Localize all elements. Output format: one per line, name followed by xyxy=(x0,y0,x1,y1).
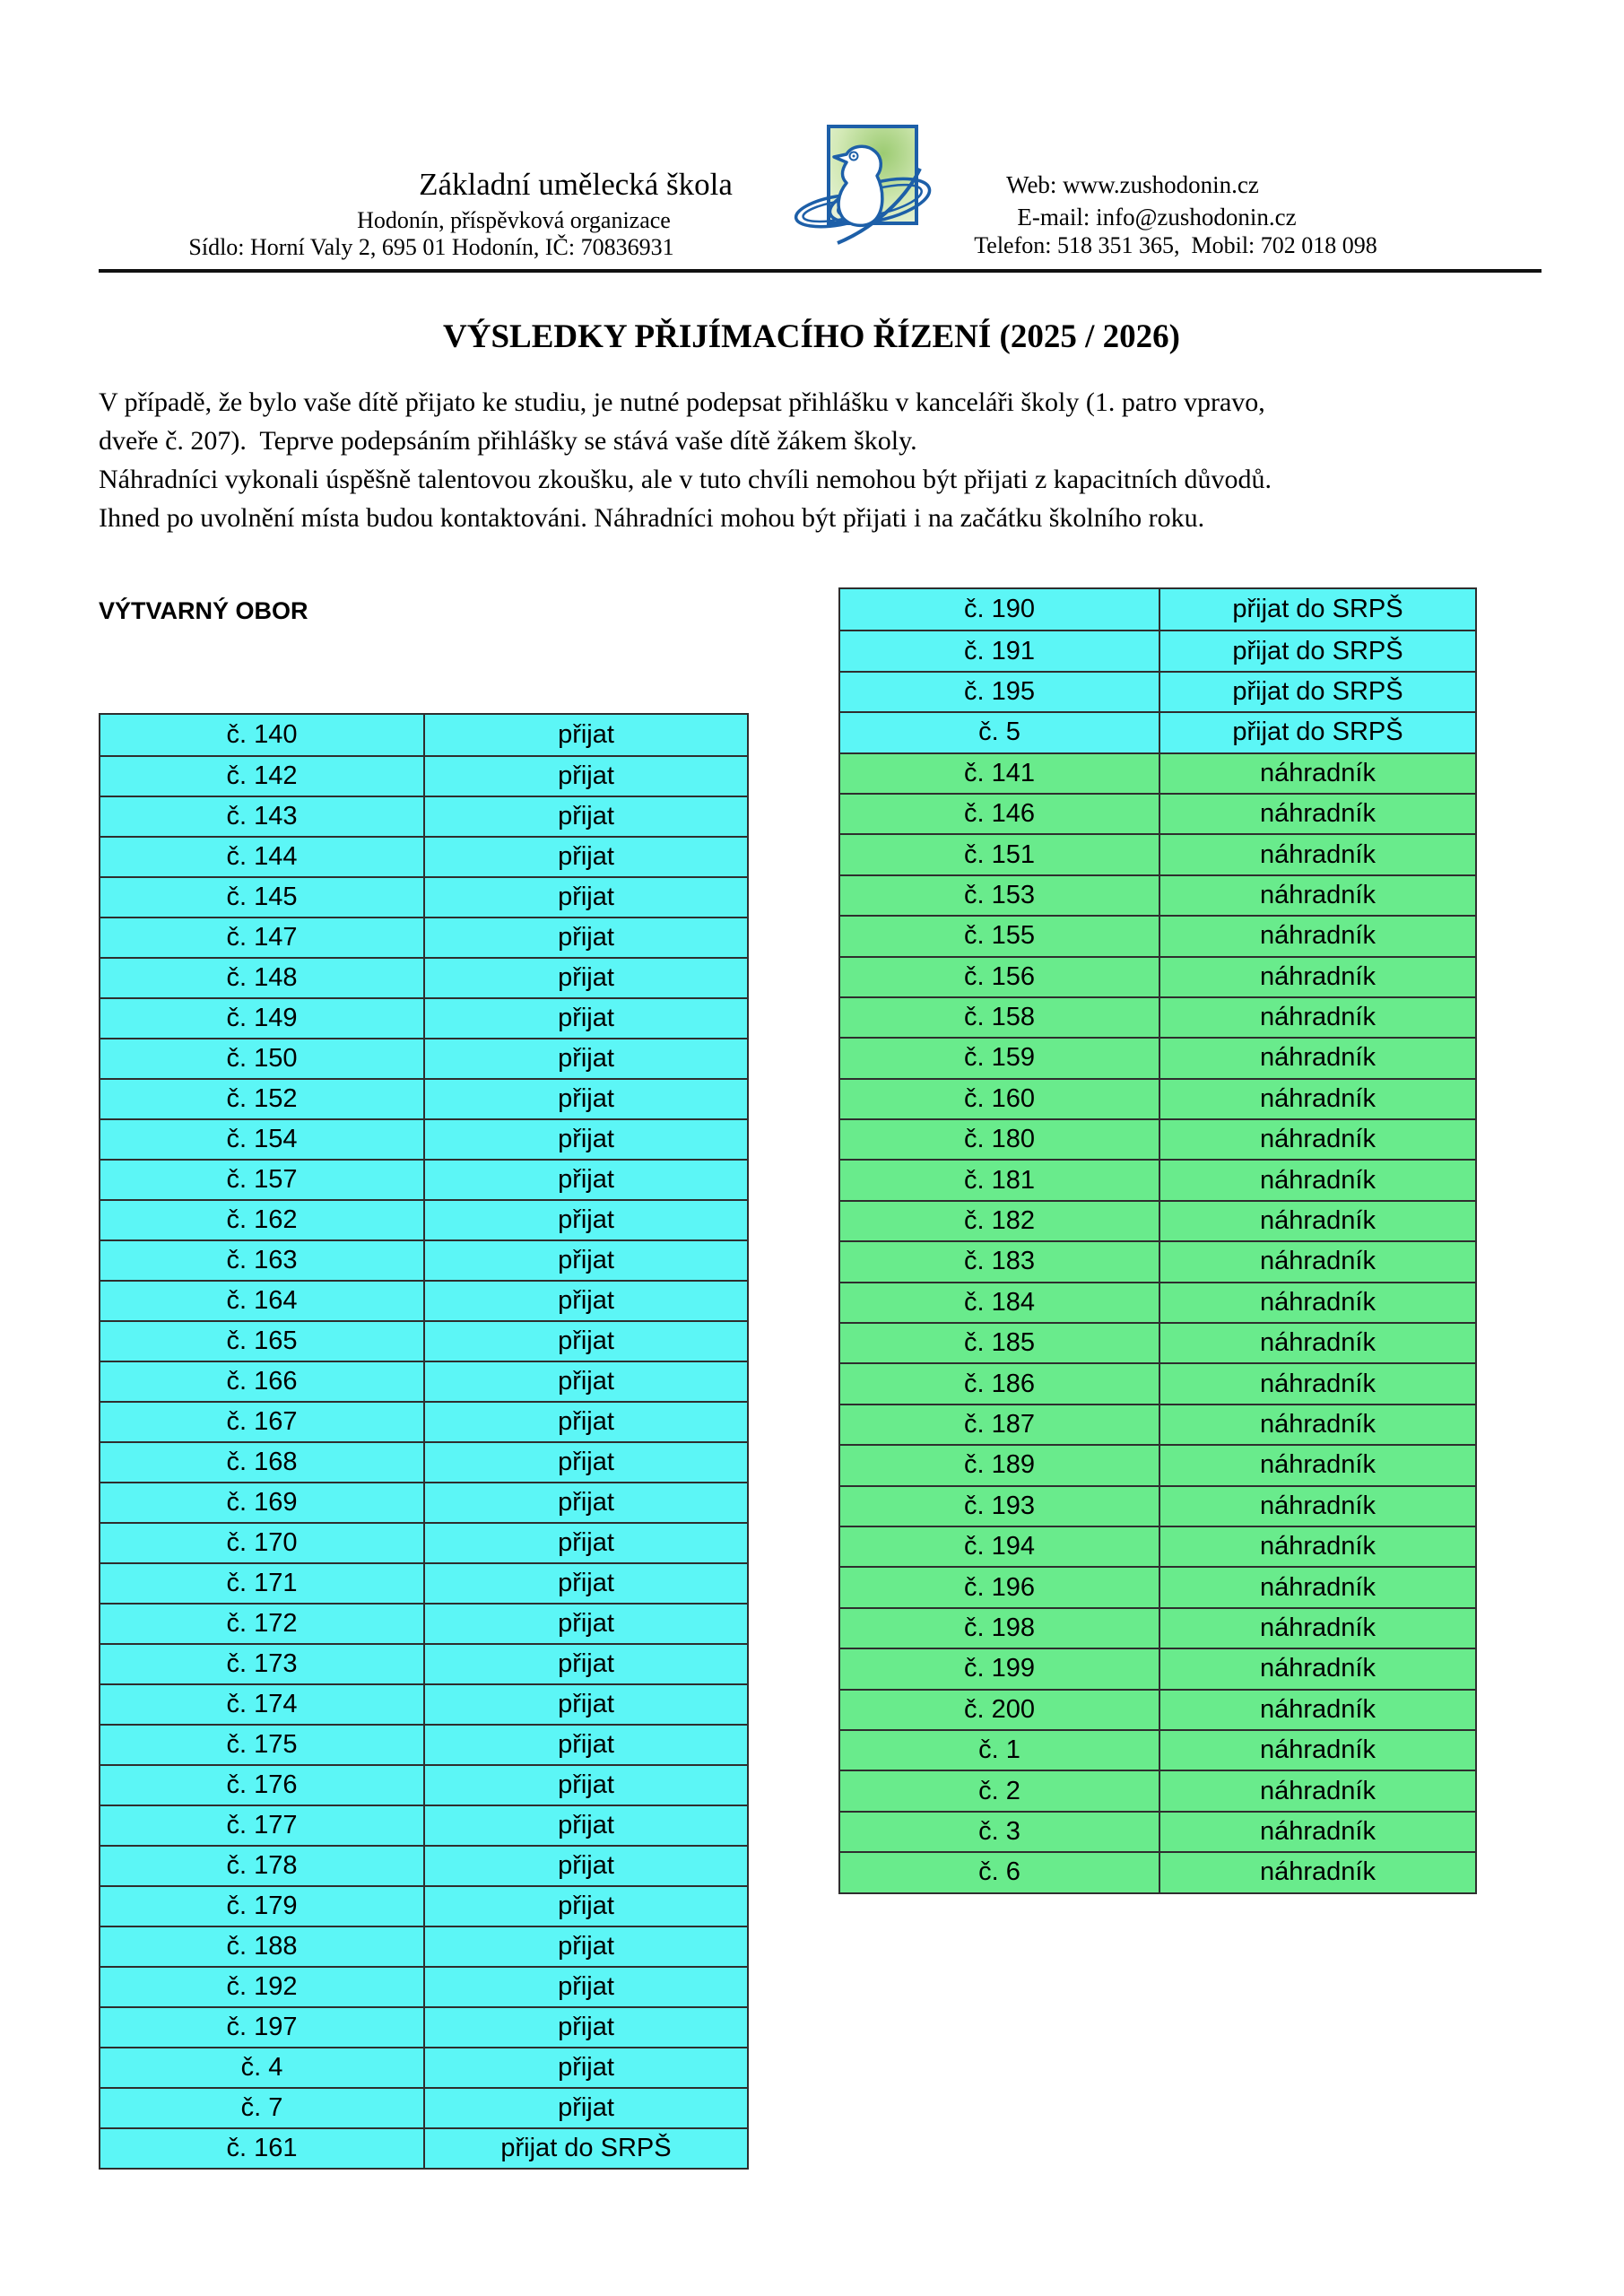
applicant-number: č. 181 xyxy=(840,1161,1160,1199)
applicant-number: č. 155 xyxy=(840,917,1160,955)
table-row xyxy=(100,997,747,1038)
table-row xyxy=(100,2087,747,2127)
admission-status: přijat xyxy=(558,1770,614,1799)
table-row xyxy=(100,1603,747,1643)
table-row xyxy=(840,1200,1475,1240)
table-row xyxy=(100,1401,747,1441)
school-organization: Hodonín, příspěvková organizace xyxy=(357,207,671,233)
applicant-number: č. 193 xyxy=(840,1487,1160,1526)
applicant-number: č. 165 xyxy=(100,1322,425,1361)
section-heading: VÝTVARNÝ OBOR xyxy=(99,597,308,624)
admission-status: náhradník xyxy=(1260,1083,1376,1113)
applicant-number: č. 150 xyxy=(100,1039,425,1078)
table-row xyxy=(100,1159,747,1199)
table-row xyxy=(100,836,747,876)
admission-status: náhradník xyxy=(1260,1491,1376,1520)
table-row xyxy=(100,1441,747,1482)
applicant-number: č. 188 xyxy=(100,1927,425,1966)
table-row xyxy=(100,1361,747,1401)
admission-status: náhradník xyxy=(1260,1776,1376,1805)
table-row xyxy=(100,715,747,755)
admission-status: náhradník xyxy=(1260,1694,1376,1724)
admission-status: přijat xyxy=(558,1004,614,1032)
applicant-number: č. 142 xyxy=(100,757,425,796)
table-row xyxy=(100,876,747,917)
applicant-number: č. 185 xyxy=(840,1324,1160,1362)
admission-status: přijat xyxy=(558,802,614,831)
admission-status: náhradník xyxy=(1260,961,1376,991)
admission-status: přijat xyxy=(558,1932,614,1961)
table-row xyxy=(840,1729,1475,1770)
table-row xyxy=(100,1239,747,1280)
table-row xyxy=(100,1764,747,1805)
admission-status: přijat do SRPŠ xyxy=(500,2134,672,2162)
applicant-number: č. 177 xyxy=(100,1806,425,1845)
table-row xyxy=(840,793,1475,833)
intro-line: dveře č. 207). Teprve podepsáním přihlášky se stává vaše dítě žákem školy. xyxy=(99,426,917,456)
applicant-number: č. 141 xyxy=(840,754,1160,793)
admission-status: přijat xyxy=(558,1125,614,1153)
admission-status: náhradník xyxy=(1260,921,1376,951)
admission-status: náhradník xyxy=(1260,1247,1376,1276)
admission-status: přijat xyxy=(558,1367,614,1396)
admission-status: přijat xyxy=(558,1528,614,1557)
applicant-number: č. 2 xyxy=(840,1771,1160,1810)
admission-status: přijat xyxy=(558,1972,614,2001)
school-name: Základní umělecká škola xyxy=(419,167,733,202)
admission-status: přijat xyxy=(558,1205,614,1234)
applicant-number: č. 197 xyxy=(100,2008,425,2047)
applicant-number: č. 162 xyxy=(100,1201,425,1239)
admission-status: přijat xyxy=(558,1690,614,1718)
admission-status: náhradník xyxy=(1260,1043,1376,1073)
table-row xyxy=(100,917,747,957)
school-address: Sídlo: Horní Valy 2, 695 01 Hodonín, IČ: 70836931 xyxy=(188,234,674,260)
admission-status: přijat xyxy=(558,1165,614,1194)
admission-status: přijat xyxy=(558,761,614,790)
table-row xyxy=(840,1118,1475,1159)
applicant-number: č. 179 xyxy=(100,1887,425,1926)
intro-line: Náhradníci vykonali úspěšně talentovou zkoušku, ale v tuto chvíli nemohou být přijati z kapacitních důvodů. xyxy=(99,465,1272,494)
table-row xyxy=(840,630,1475,670)
table-row xyxy=(840,1526,1475,1566)
applicant-number: č. 143 xyxy=(100,797,425,836)
table-row xyxy=(840,833,1475,874)
applicant-number: č. 180 xyxy=(840,1120,1160,1159)
applicant-number: č. 164 xyxy=(100,1282,425,1320)
table-row xyxy=(100,1845,747,1885)
applicant-number: č. 183 xyxy=(840,1242,1160,1281)
applicant-number: č. 140 xyxy=(100,715,425,755)
admission-status: náhradník xyxy=(1260,1125,1376,1154)
table-row xyxy=(100,2047,747,2087)
table-row xyxy=(100,1199,747,1239)
table-row xyxy=(840,874,1475,915)
admission-status: náhradník xyxy=(1260,1328,1376,1358)
admission-status: přijat xyxy=(558,923,614,952)
applicant-number: č. 174 xyxy=(100,1685,425,1724)
admission-status: přijat xyxy=(558,842,614,871)
applicant-number: č. 144 xyxy=(100,838,425,876)
admission-status: náhradník xyxy=(1260,880,1376,909)
applicant-number: č. 145 xyxy=(100,878,425,917)
school-web: Web: www.zushodonin.cz xyxy=(1006,171,1259,198)
applicant-number: č. 192 xyxy=(100,1968,425,2006)
table-row xyxy=(840,1078,1475,1118)
applicant-number: č. 146 xyxy=(840,795,1160,833)
table-row xyxy=(100,957,747,997)
table-row xyxy=(100,1482,747,1522)
table-row xyxy=(100,796,747,836)
admission-status: náhradník xyxy=(1260,1450,1376,1480)
table-row xyxy=(840,752,1475,793)
table-row xyxy=(840,711,1475,752)
applicant-number: č. 156 xyxy=(840,958,1160,996)
admission-status: přijat do SRPŠ xyxy=(1232,676,1403,706)
applicant-number: č. 170 xyxy=(100,1524,425,1562)
table-row xyxy=(100,1724,747,1764)
admission-status: přijat xyxy=(558,2053,614,2082)
table-row xyxy=(100,1280,747,1320)
applicant-number: č. 195 xyxy=(840,673,1160,711)
admission-status: náhradník xyxy=(1260,1165,1376,1195)
table-row xyxy=(100,755,747,796)
applicant-number: č. 159 xyxy=(840,1039,1160,1077)
applicant-number: č. 7 xyxy=(100,2089,425,2127)
table-row xyxy=(840,956,1475,996)
table-row xyxy=(840,1322,1475,1362)
results-table-accepted xyxy=(99,713,749,2170)
applicant-number: č. 200 xyxy=(840,1691,1160,1729)
school-phone: Telefon: 518 351 365, Mobil: 702 018 098 xyxy=(974,232,1377,258)
applicant-number: č. 4 xyxy=(100,2048,425,2087)
admission-status: přijat xyxy=(558,1488,614,1517)
admission-status: přijat xyxy=(558,1044,614,1073)
applicant-number: č. 147 xyxy=(100,918,425,957)
table-row xyxy=(100,1562,747,1603)
admission-status: náhradník xyxy=(1260,1572,1376,1602)
table-row xyxy=(840,1037,1475,1077)
applicant-number: č. 167 xyxy=(100,1403,425,1441)
applicant-number: č. 190 xyxy=(840,589,1160,630)
table-row xyxy=(840,915,1475,955)
admission-status: náhradník xyxy=(1260,1654,1376,1683)
admission-status: přijat xyxy=(558,1730,614,1759)
table-row xyxy=(840,589,1475,630)
applicant-number: č. 191 xyxy=(840,631,1160,670)
applicant-number: č. 182 xyxy=(840,1202,1160,1240)
admission-status: náhradník xyxy=(1260,839,1376,869)
applicant-number: č. 186 xyxy=(840,1364,1160,1403)
admission-status: přijat xyxy=(558,1448,614,1476)
applicant-number: č. 158 xyxy=(840,998,1160,1037)
applicant-number: č. 176 xyxy=(100,1766,425,1805)
table-row xyxy=(840,1485,1475,1526)
admission-status: přijat xyxy=(558,1407,614,1436)
header-divider xyxy=(99,269,1541,273)
results-table-srps-waitlist xyxy=(838,587,1477,1894)
applicant-number: č. 157 xyxy=(100,1161,425,1199)
school-email: E-mail: info@zushodonin.cz xyxy=(1017,204,1297,230)
applicant-number: č. 166 xyxy=(100,1362,425,1401)
applicant-number: č. 175 xyxy=(100,1726,425,1764)
applicant-number: č. 189 xyxy=(840,1446,1160,1484)
admission-status: náhradník xyxy=(1260,799,1376,829)
table-row xyxy=(100,1118,747,1159)
table-row xyxy=(100,1683,747,1724)
admission-status: přijat xyxy=(558,1892,614,1920)
table-row xyxy=(840,1607,1475,1648)
table-row xyxy=(840,1444,1475,1484)
admission-status: náhradník xyxy=(1260,758,1376,787)
table-row xyxy=(840,1566,1475,1606)
admission-status: náhradník xyxy=(1260,1735,1376,1765)
applicant-number: č. 187 xyxy=(840,1405,1160,1444)
admission-status: náhradník xyxy=(1260,1816,1376,1846)
table-row xyxy=(100,1038,747,1078)
table-row xyxy=(100,1522,747,1562)
applicant-number: č. 151 xyxy=(840,835,1160,874)
school-logo xyxy=(787,124,940,249)
admission-status: přijat xyxy=(558,1286,614,1315)
admission-status: přijat xyxy=(558,1851,614,1880)
admission-status: náhradník xyxy=(1260,1613,1376,1642)
applicant-number: č. 198 xyxy=(840,1609,1160,1648)
applicant-number: č. 196 xyxy=(840,1568,1160,1606)
table-row xyxy=(100,1643,747,1683)
applicant-number: č. 163 xyxy=(100,1241,425,1280)
applicant-number: č. 152 xyxy=(100,1080,425,1118)
table-row xyxy=(840,1159,1475,1199)
applicant-number: č. 161 xyxy=(100,2129,425,2168)
table-row xyxy=(100,2006,747,2047)
applicant-number: č. 1 xyxy=(840,1731,1160,1770)
applicant-number: č. 149 xyxy=(100,999,425,1038)
admission-status: přijat xyxy=(558,1326,614,1355)
admission-status: přijat xyxy=(558,720,614,749)
table-row xyxy=(840,1689,1475,1729)
applicant-number: č. 178 xyxy=(100,1847,425,1885)
table-row xyxy=(100,2127,747,2168)
applicant-number: č. 172 xyxy=(100,1605,425,1643)
table-row xyxy=(840,1811,1475,1851)
table-row xyxy=(840,1362,1475,1403)
applicant-number: č. 184 xyxy=(840,1283,1160,1322)
admission-status: přijat xyxy=(558,963,614,992)
applicant-number: č. 153 xyxy=(840,876,1160,915)
table-row xyxy=(840,1770,1475,1810)
table-row xyxy=(840,671,1475,711)
admission-status: náhradník xyxy=(1260,1369,1376,1398)
table-row xyxy=(100,1805,747,1845)
intro-line: V případě, že bylo vaše dítě přijato ke studiu, je nutné podepsat přihlášku v kanceláři školy (1. patro vpravo, xyxy=(99,387,1265,417)
admission-status: přijat xyxy=(558,1246,614,1274)
table-row xyxy=(100,1078,747,1118)
table-row xyxy=(100,1926,747,1966)
applicant-number: č. 199 xyxy=(840,1649,1160,1688)
table-row xyxy=(100,1966,747,2006)
page-title: VÝSLEDKY PŘIJÍMACÍHO ŘÍZENÍ (2025 / 2026) xyxy=(443,318,1180,355)
table-row xyxy=(100,1885,747,1926)
table-row xyxy=(840,1282,1475,1322)
admission-status: náhradník xyxy=(1260,1003,1376,1032)
admission-status: přijat do SRPŠ xyxy=(1232,636,1403,665)
admission-status: náhradník xyxy=(1260,1532,1376,1561)
applicant-number: č. 171 xyxy=(100,1564,425,1603)
applicant-number: č. 5 xyxy=(840,713,1160,752)
admission-status: přijat xyxy=(558,2013,614,2041)
applicant-number: č. 173 xyxy=(100,1645,425,1683)
applicant-number: č. 6 xyxy=(840,1853,1160,1892)
admission-status: přijat xyxy=(558,1811,614,1839)
applicant-number: č. 160 xyxy=(840,1080,1160,1118)
table-row xyxy=(840,1851,1475,1892)
table-row xyxy=(840,1648,1475,1688)
table-row xyxy=(100,1320,747,1361)
admission-status: přijat do SRPŠ xyxy=(1232,718,1403,747)
admission-status: přijat xyxy=(558,2093,614,2122)
admission-status: přijat xyxy=(558,1649,614,1678)
applicant-number: č. 3 xyxy=(840,1813,1160,1851)
admission-status: náhradník xyxy=(1260,1287,1376,1317)
admission-status: náhradník xyxy=(1260,1410,1376,1439)
table-row xyxy=(840,1404,1475,1444)
admission-status: přijat do SRPŠ xyxy=(1232,595,1403,624)
applicant-number: č. 154 xyxy=(100,1120,425,1159)
table-row xyxy=(840,1240,1475,1281)
applicant-number: č. 148 xyxy=(100,959,425,997)
table-row xyxy=(840,996,1475,1037)
applicant-number: č. 168 xyxy=(100,1443,425,1482)
admission-status: přijat xyxy=(558,883,614,911)
admission-status: přijat xyxy=(558,1609,614,1638)
intro-line: Ihned po uvolnění místa budou kontaktováni. Náhradníci mohou být přijati i na začátku školního roku. xyxy=(99,503,1205,533)
applicant-number: č. 169 xyxy=(100,1483,425,1522)
admission-status: přijat xyxy=(558,1569,614,1597)
admission-status: přijat xyxy=(558,1084,614,1113)
admission-status: náhradník xyxy=(1260,1206,1376,1236)
applicant-number: č. 194 xyxy=(840,1527,1160,1566)
admission-status: náhradník xyxy=(1260,1857,1376,1887)
